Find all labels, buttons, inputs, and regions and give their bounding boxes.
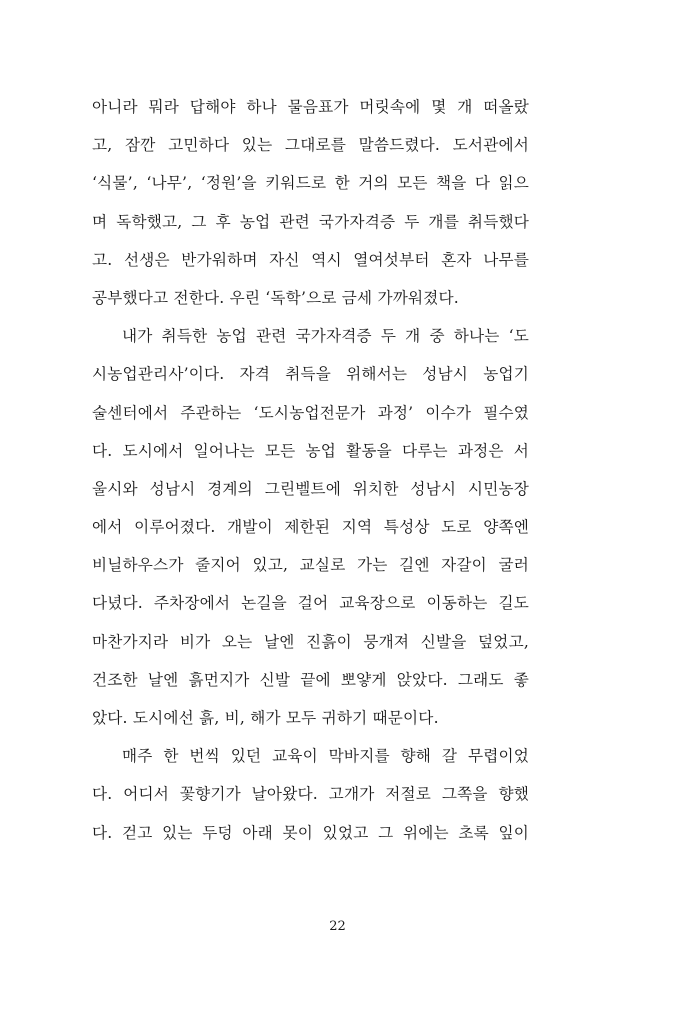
- text-line: 울시와 성남시 경계의 그린벨트에 위치한 성남시 시민농장: [92, 479, 529, 498]
- text-line: 술센터에서 주관하는 ‘도시농업전문가 과정’ 이수가 필수였: [92, 403, 529, 422]
- text-line: 공부했다고 전한다. 우린 ‘독학’으로 금세 가까워졌다.: [92, 288, 459, 307]
- text-line: 다. 걷고 있는 두덩 아래 못이 있었고 그 위에는 초록 잎이: [92, 823, 529, 842]
- text-line: 다. 도시에서 일어나는 모든 농업 활동을 다루는 과정은 서: [92, 441, 529, 460]
- page-number: 22: [329, 919, 346, 934]
- text-line: 고, 잠깐 고민하다 있는 그대로를 말씀드렸다. 도서관에서: [92, 136, 529, 155]
- text-line: 다. 어디서 꽃향기가 날아왔다. 고개가 저절로 그쪽을 향했: [92, 785, 529, 804]
- text-line: 시농업관리사’이다. 자격 취득을 위해서는 성남시 농업기: [92, 365, 529, 384]
- text-line: 다녔다. 주차장에서 논길을 걸어 교육장으로 이동하는 길도: [92, 594, 529, 613]
- paragraph-first-line: 내가 취득한 농업 관련 국가자격증 두 개 중 하나는 ‘도: [122, 327, 529, 346]
- text-line: 건조한 날엔 흙먼지가 신발 끝에 뽀얗게 앉았다. 그래도 좋: [92, 670, 529, 689]
- text-line: 에서 이루어졌다. 개발이 제한된 지역 특성상 도로 양쪽엔: [92, 518, 529, 537]
- text-line: 비닐하우스가 줄지어 있고, 교실로 가는 길엔 자갈이 굴러: [92, 556, 529, 575]
- paragraph-first-line: 매주 한 번씩 있던 교육이 막바지를 향해 갈 무렵이었: [122, 747, 529, 766]
- text-line: 아니라 뭐라 답해야 하나 물음표가 머릿속에 몇 개 떠올랐: [92, 98, 529, 116]
- text-line: 았다. 도시에선 흙, 비, 해가 모두 귀하기 때문이다.: [92, 709, 439, 727]
- page-body: [92, 88, 529, 852]
- text-line: ‘식물’, ‘나무’, ‘정원’을 키워드로 한 거의 모든 책을 다 읽으: [92, 174, 529, 193]
- text-line: 며 독학했고, 그 후 농업 관련 국가자격증 두 개를 취득했다: [92, 212, 529, 231]
- text-line: 고. 선생은 반가워하며 자신 역시 열여섯부터 혼자 나무를: [92, 250, 529, 269]
- text-line: 마찬가지라 비가 오는 날엔 진흙이 뭉개져 신발을 덮었고,: [92, 632, 529, 651]
